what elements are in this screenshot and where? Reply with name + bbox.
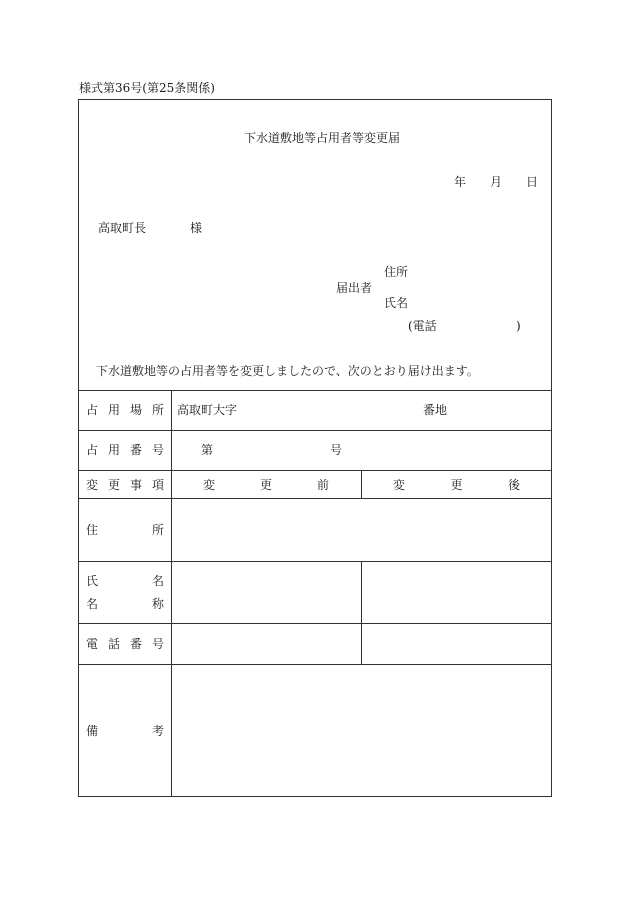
date-day: 日 bbox=[526, 175, 539, 189]
location-label: 占 用 場 所 bbox=[86, 403, 164, 417]
location-suffix: 番地 bbox=[423, 403, 448, 417]
table-line-top bbox=[78, 390, 552, 391]
table-line-2 bbox=[78, 430, 552, 431]
address-label: 住 所 bbox=[86, 523, 164, 537]
notifier-address-label: 住所 bbox=[384, 265, 409, 279]
notifier-phone-close: ) bbox=[516, 319, 521, 333]
change-label: 変 更 事 項 bbox=[86, 478, 164, 492]
table-name-divider bbox=[361, 561, 362, 664]
form-title: 下水道敷地等占用者等変更届 bbox=[244, 131, 401, 145]
table-line-6 bbox=[78, 623, 552, 624]
table-line-5 bbox=[78, 561, 552, 562]
change-after-header: 変 更 後 bbox=[393, 478, 520, 492]
number-prefix: 第 bbox=[201, 443, 214, 457]
addressee-honorific: 様 bbox=[190, 221, 203, 235]
date-month: 月 bbox=[490, 175, 503, 189]
name-label-1: 氏 名 bbox=[86, 574, 164, 588]
phone-label: 電 話 番 号 bbox=[86, 637, 164, 651]
number-suffix: 号 bbox=[330, 443, 343, 457]
notifier-phone-open: (電話 bbox=[408, 319, 437, 333]
location-prefix: 高取町大字 bbox=[177, 403, 238, 417]
statement: 下水道敷地等の占用者等を変更しましたので、次のとおり届け出ます。 bbox=[96, 364, 479, 378]
remarks-label: 備 考 bbox=[86, 724, 164, 738]
change-before-header: 変 更 前 bbox=[203, 478, 329, 492]
table-line-7 bbox=[78, 664, 552, 665]
notifier-label: 届出者 bbox=[336, 281, 373, 295]
date-year: 年 bbox=[454, 175, 467, 189]
table-line-3 bbox=[78, 470, 552, 471]
table-line-4 bbox=[78, 498, 552, 499]
name-label-2: 名 称 bbox=[86, 597, 164, 611]
table-change-divider bbox=[361, 470, 362, 498]
table-label-divider bbox=[171, 390, 172, 797]
notifier-name-label: 氏名 bbox=[384, 296, 409, 310]
number-label: 占 用 番 号 bbox=[86, 443, 164, 457]
form-number: 様式第36号(第25条関係) bbox=[79, 81, 215, 95]
addressee-name: 高取町長 bbox=[98, 221, 147, 235]
